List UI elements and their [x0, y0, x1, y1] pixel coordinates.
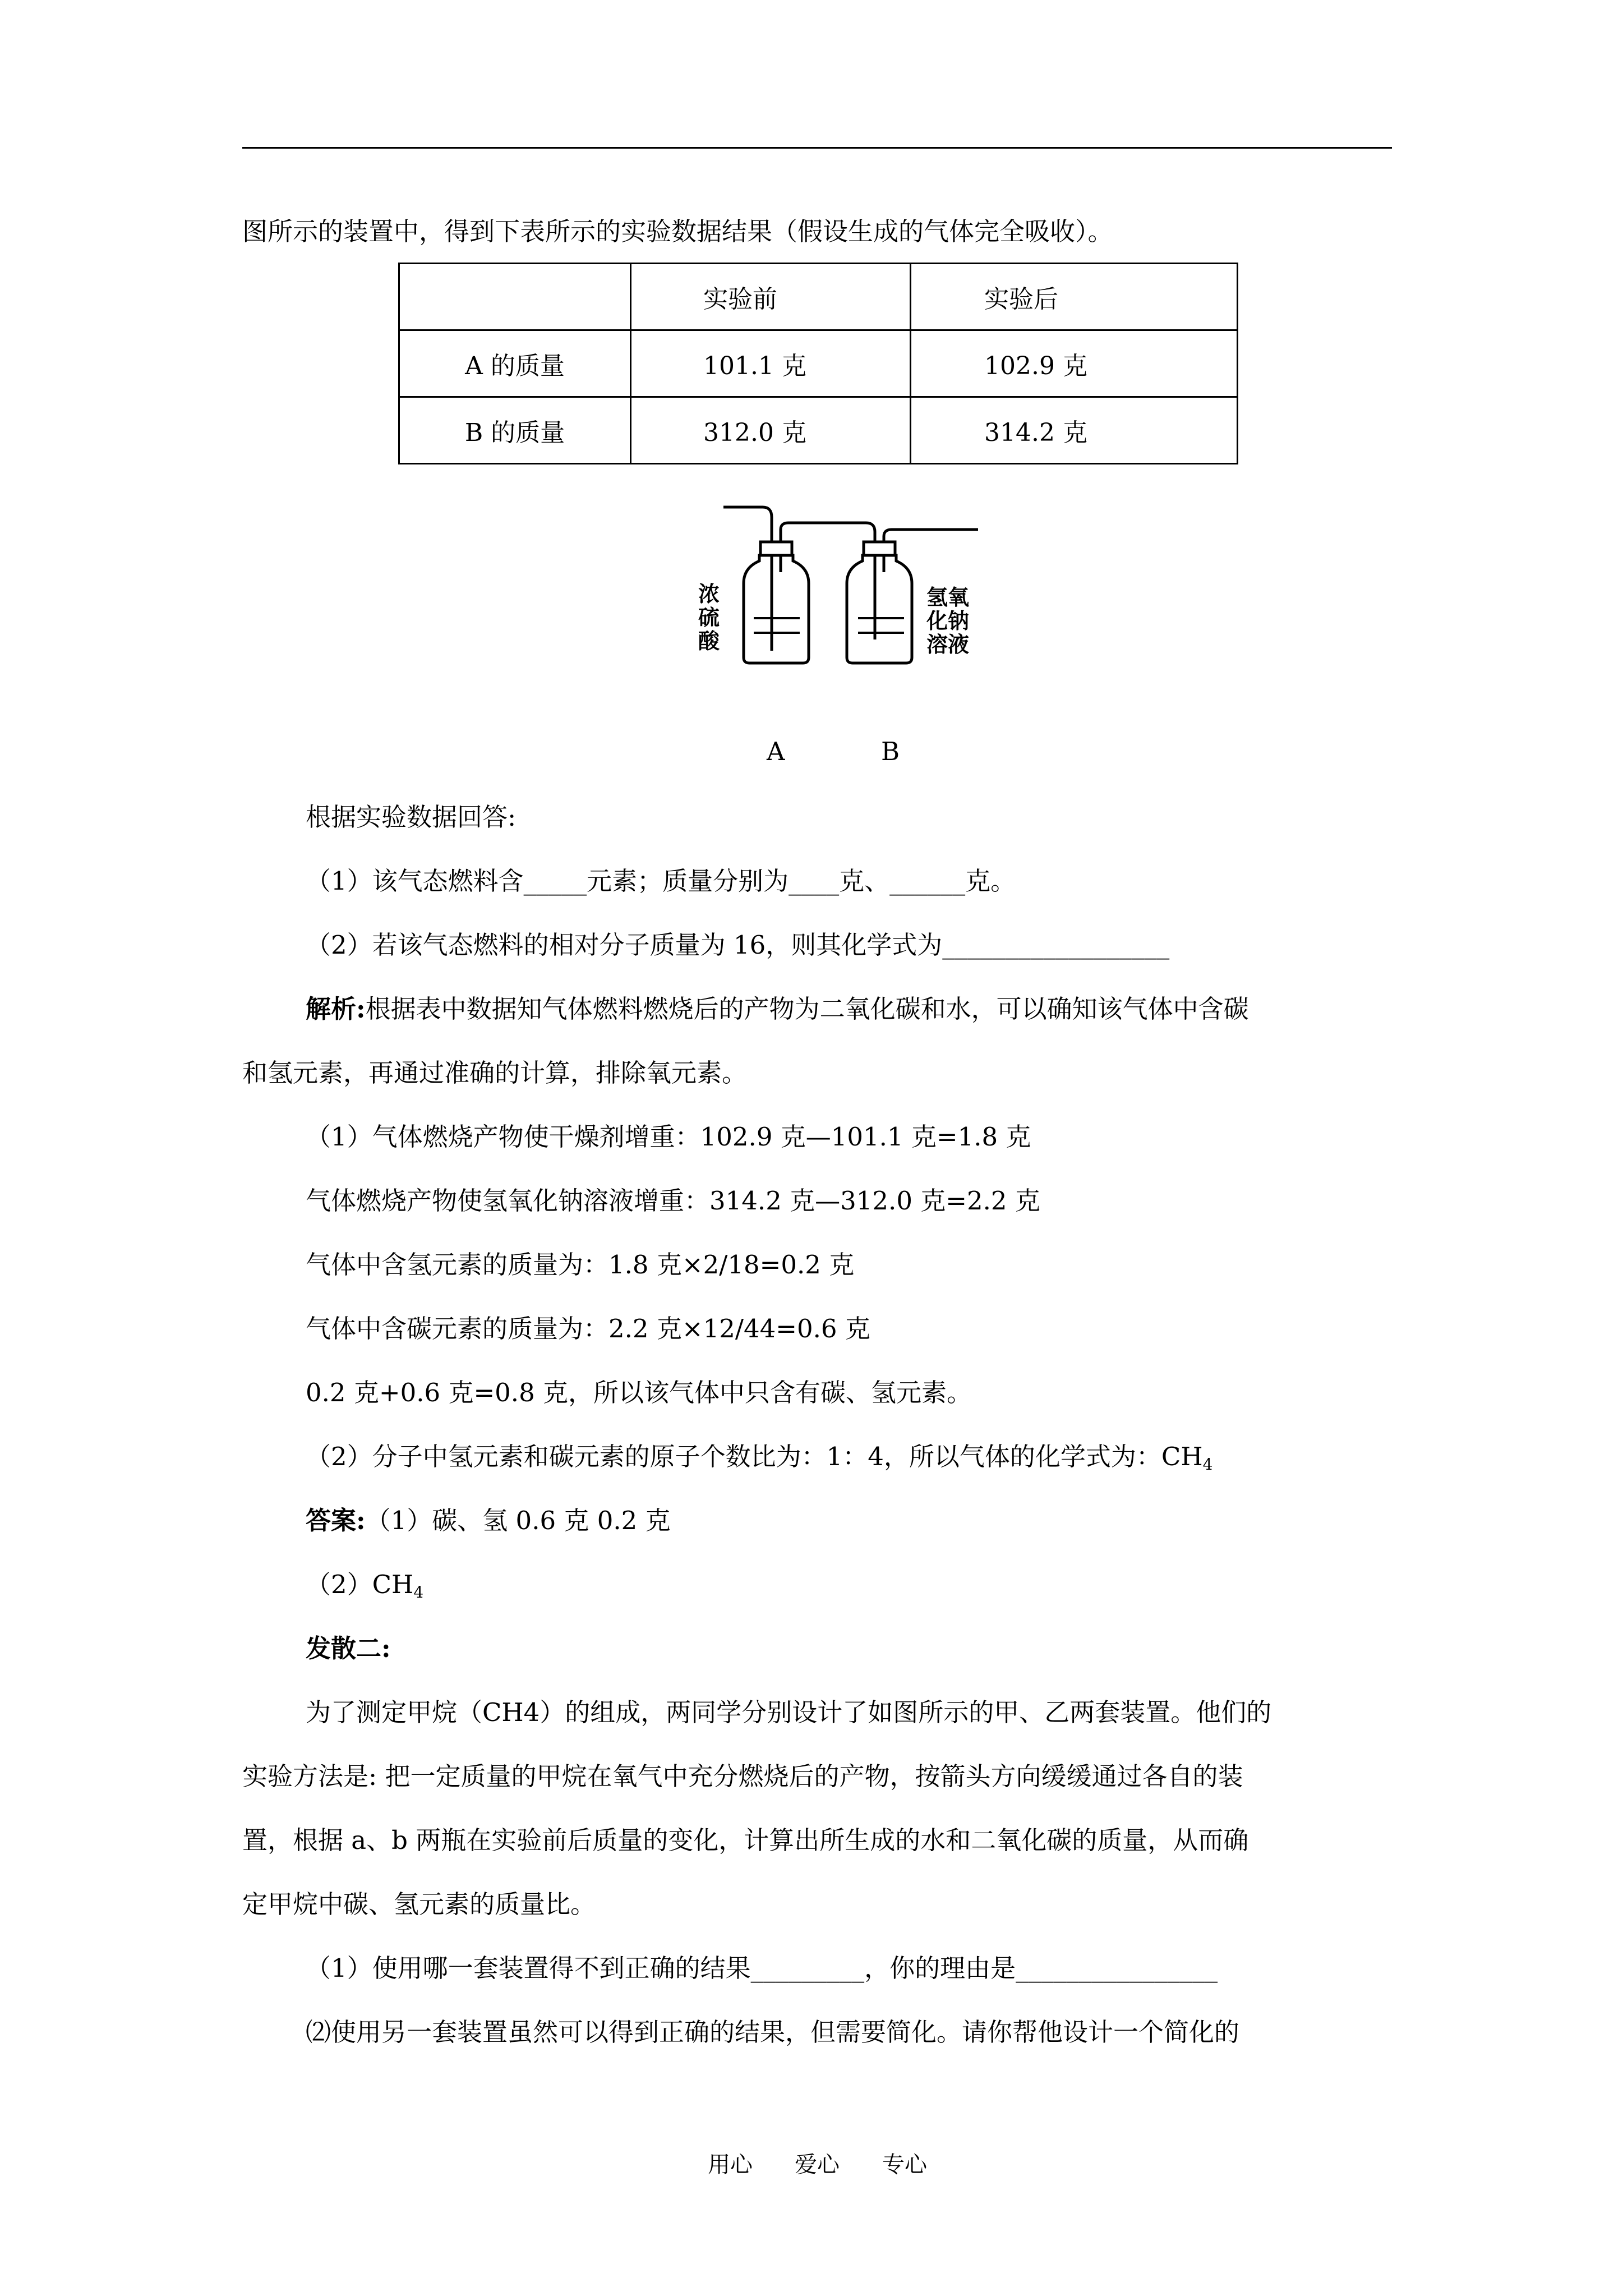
analysis-line: （1）气体燃烧产物使干燥剂增重：102.9 克—101.1 克=1.8 克 — [306, 1122, 1031, 1152]
section-paragraph: 置，根据 a、b 两瓶在实验前后质量的变化，计算出所生成的水和二氧化碳的质量，从而确 — [242, 1825, 1249, 1855]
section-paragraph: 为了测定甲烷（CH4）的组成，两同学分别设计了如图所示的甲、乙两套装置。他们的 — [306, 1697, 1272, 1727]
subscript: 4 — [413, 1583, 424, 1602]
bottle-b-label: 化钠 — [926, 609, 970, 633]
bottle-b — [847, 542, 912, 663]
bottle-b-label: 溶液 — [926, 632, 970, 657]
analysis-paragraph — [306, 992, 1249, 1026]
outlet-tube — [884, 530, 978, 542]
table-header-cell: 实验前 — [631, 264, 911, 330]
analysis-text: 和氢元素，再通过准确的计算，排除氧元素。 — [242, 1058, 748, 1088]
intro-text: 图所示的装置中，得到下表所示的实验数据结果（假设生成的气体完全吸收）。 — [242, 217, 1113, 246]
table-header-cell — [399, 264, 631, 330]
table-cell: B 的质量 — [399, 397, 631, 464]
apparatus-figure — [651, 488, 998, 679]
analysis-line: 气体中含氢元素的质量为：1.8 克×2/18=0.2 克 — [306, 1250, 855, 1280]
data-table — [398, 263, 1238, 464]
footer-text: 爱心 — [795, 2152, 840, 2178]
bottle-a-label: 浓 — [698, 582, 720, 606]
analysis-line: 0.2 克+0.6 克=0.8 克，所以该气体中只含有碳、氢元素。 — [306, 1378, 972, 1407]
header-rule — [242, 147, 1392, 149]
bottle-a-label: 酸 — [698, 629, 720, 654]
analysis-text: 根据表中数据知气体燃料燃烧后的产物为二氧化碳和水，可以确知该气体中含碳 — [365, 994, 1249, 1024]
footer-text: 用心 — [708, 2152, 753, 2178]
question-2: （2）若该气态燃料的相对分子质量为 16，则其化学式为__________________ — [306, 930, 1170, 960]
analysis-line — [306, 1440, 1212, 1481]
answer-line — [306, 1504, 671, 1538]
answer-text: （1）碳、氢 0.6 克 0.2 克 — [365, 1506, 671, 1535]
table-cell: 312.0 克 — [631, 397, 911, 464]
section-paragraph: 定甲烷中碳、氢元素的质量比。 — [242, 1889, 596, 1919]
question-lead: 根据实验数据回答: — [306, 802, 517, 832]
table-cell: 314.2 克 — [911, 397, 1238, 464]
analysis-line: 气体燃烧产物使氢氧化钠溶液增重：314.2 克—312.0 克=2.2 克 — [306, 1186, 1040, 1216]
bottle-a — [744, 542, 809, 663]
analysis-line-text: （2）分子中氢元素和碳元素的原子个数比为：1：4，所以气体的化学式为：CH — [306, 1442, 1203, 1471]
answer-text: （2）CH — [306, 1570, 414, 1599]
bottle-a-label: 硫 — [698, 605, 720, 630]
analysis-label: 解析: — [306, 994, 366, 1024]
table-cell: 102.9 克 — [911, 330, 1238, 397]
answer-line — [306, 1568, 423, 1609]
table-header-cell: 实验后 — [911, 264, 1238, 330]
table-cell: 101.1 克 — [631, 330, 911, 397]
figure-label-b: B — [881, 737, 900, 766]
section-question-1: （1）使用哪一套装置得不到正确的结果_________，你的理由是________________ — [306, 1953, 1218, 1983]
footer-text: 专心 — [882, 2152, 927, 2178]
section-title: 发散二: — [306, 1634, 391, 1663]
question-1: （1）该气态燃料含_____元素；质量分别为____克、______克。 — [306, 866, 1016, 896]
table-row — [399, 397, 1238, 464]
table-row — [399, 330, 1238, 397]
bottle-b-label: 氢氧 — [926, 585, 970, 610]
section-paragraph: 实验方法是: 把一定质量的甲烷在氧气中充分燃烧后的产物，按箭头方向缓缓通过各自的装 — [242, 1761, 1243, 1791]
subscript: 4 — [1202, 1455, 1213, 1474]
table-cell: A 的质量 — [399, 330, 631, 397]
answer-label: 答案: — [306, 1506, 366, 1535]
analysis-line: 气体中含碳元素的质量为：2.2 克×12/44=0.6 克 — [306, 1314, 870, 1343]
section-question-2: ⑵使用另一套装置虽然可以得到正确的结果，但需要简化。请你帮他设计一个简化的 — [306, 2017, 1240, 2047]
table-row — [399, 264, 1238, 330]
figure-label-a: A — [767, 737, 785, 766]
